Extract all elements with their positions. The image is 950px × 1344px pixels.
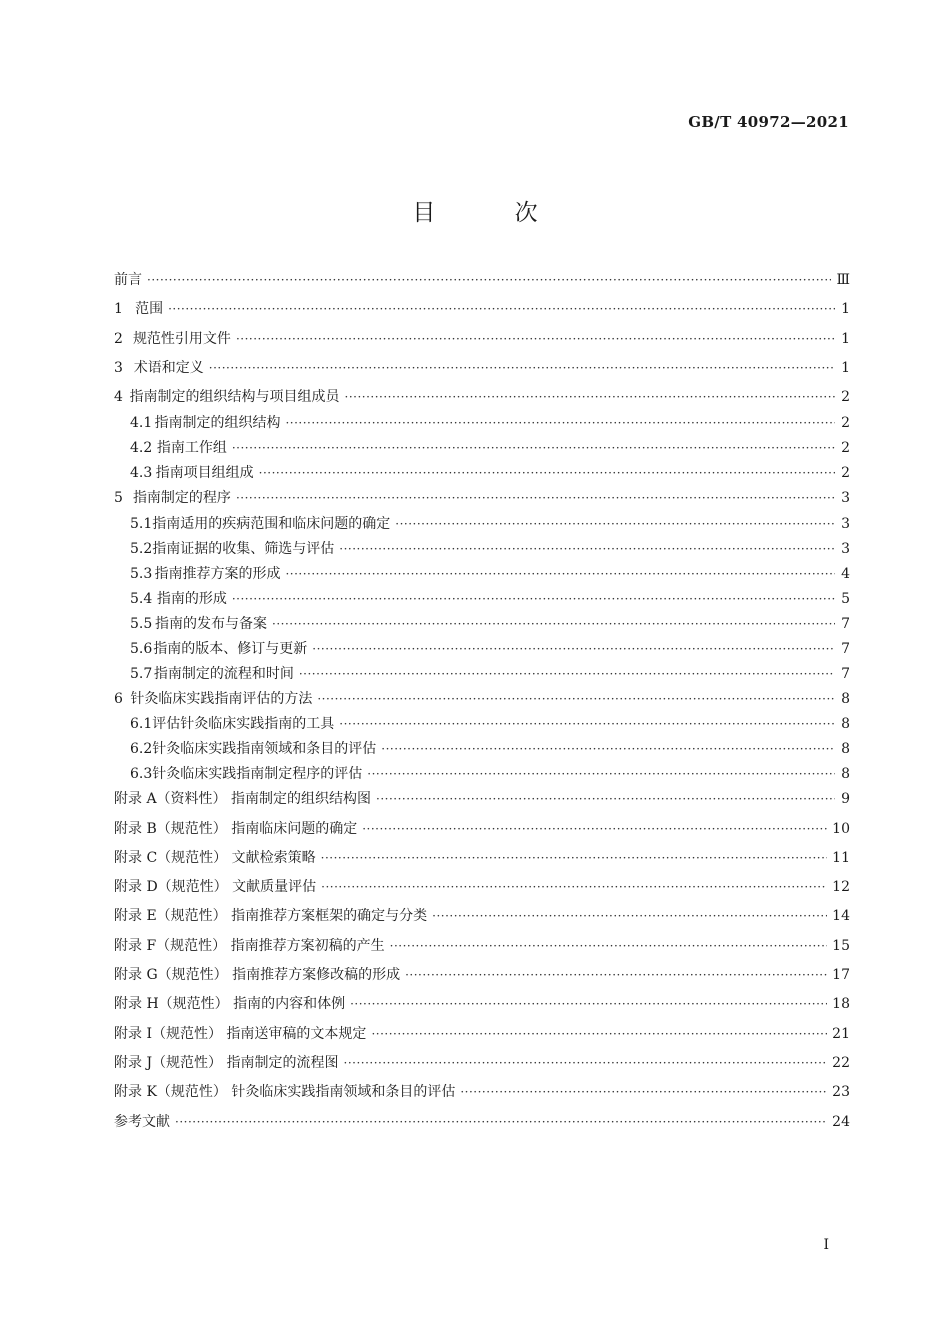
- toc-entry-page: 22: [832, 1054, 850, 1071]
- toc-entry-page: 7: [841, 640, 850, 657]
- toc-dot-leader: [209, 358, 835, 378]
- toc-entry-label: 附录 F（规范性） 指南推荐方案初稿的产生: [114, 937, 385, 954]
- toc-entry[interactable]: [114, 739, 850, 764]
- toc-dot-leader: [232, 589, 835, 609]
- toc-entry-number: 5.2: [130, 540, 153, 557]
- toc-entry[interactable]: [114, 936, 850, 965]
- toc-entry-number: 6.1: [130, 716, 153, 733]
- toc-dot-leader: [259, 463, 835, 483]
- toc-entry-page: 18: [832, 996, 850, 1013]
- toc-dot-leader: [390, 936, 828, 956]
- toc-entry-number: 5.5: [130, 615, 153, 632]
- toc-entry-number: 4.1: [130, 414, 153, 431]
- toc-entry-page: 2: [841, 414, 850, 431]
- toc-entry-page: 17: [832, 967, 850, 984]
- toc-entry[interactable]: [114, 848, 850, 877]
- toc-dot-leader: [345, 387, 836, 407]
- toc-entry-page: 3: [841, 540, 850, 557]
- toc-entry-label: 针灸临床实践指南制定程序的评估: [152, 766, 363, 783]
- toc-entry-label: 附录 E（规范性） 指南推荐方案框架的确定与分类: [114, 908, 428, 925]
- toc-entry-label: 术语和定义: [133, 359, 204, 376]
- toc-entry-number: 5.3: [130, 565, 153, 582]
- toc-entry-page: 11: [832, 849, 850, 866]
- toc-entry[interactable]: [114, 1053, 850, 1082]
- toc-dot-leader: [339, 539, 835, 559]
- toc-entry-number: 5.4: [130, 590, 153, 607]
- toc-entry-page: 10: [832, 820, 850, 837]
- toc-entry[interactable]: [114, 1082, 850, 1111]
- toc-dot-leader: [376, 789, 835, 809]
- toc-dot-leader: [285, 413, 835, 433]
- toc-entry-label: 附录 A（资料性） 指南制定的组织结构图: [114, 791, 372, 808]
- toc-entry-label: 附录 K（规范性） 针灸临床实践指南领域和条目的评估: [114, 1084, 456, 1101]
- toc-entry-page: 2: [841, 439, 850, 456]
- toc-dot-leader: [321, 848, 828, 868]
- toc-entry[interactable]: [114, 413, 850, 438]
- toc-entry-label: 规范性引用文件: [132, 330, 231, 347]
- toc-entry-number: 4: [114, 389, 123, 406]
- toc-entry-page: 1: [841, 301, 850, 318]
- toc-entry-page: 1: [841, 359, 850, 376]
- toc-entry-page: 23: [832, 1084, 850, 1101]
- toc-entry-label: 指南适用的疾病范围和临床问题的确定: [152, 515, 391, 532]
- toc-entry-number: 5.6: [130, 640, 153, 657]
- toc-entry-number: 1: [114, 301, 123, 318]
- toc-entry[interactable]: [114, 358, 850, 387]
- toc-entry-page: 7: [841, 615, 850, 632]
- toc-entry-label: 前言: [114, 272, 142, 288]
- toc-entry-page: 8: [841, 716, 850, 733]
- toc-entry[interactable]: [114, 965, 850, 994]
- toc-entry-label: 附录 B（规范性） 指南临床问题的确定: [114, 820, 358, 837]
- toc-entry[interactable]: [114, 819, 850, 848]
- toc-dot-leader: [312, 639, 835, 659]
- page-title: 目 次: [412, 200, 574, 226]
- toc-entry-label: 参考文献: [114, 1113, 170, 1130]
- toc-entry-label: 指南推荐方案的形成: [154, 565, 281, 582]
- toc-entry-page: 12: [832, 879, 850, 896]
- toc-entry-label: 指南的形成: [156, 590, 227, 607]
- toc-dot-leader: [405, 965, 827, 985]
- toc-dot-leader: [362, 819, 827, 839]
- toc-entry-page: 5: [841, 590, 850, 607]
- toc-entry-number: 6.2: [130, 741, 153, 758]
- standard-number: GB/T 40972—2021: [688, 113, 849, 131]
- toc-dot-leader: [381, 739, 835, 759]
- toc-entry[interactable]: [114, 514, 850, 539]
- toc-dot-leader: [344, 1053, 828, 1073]
- toc-entry-label: 附录 J（规范性） 指南制定的流程图: [114, 1054, 339, 1071]
- toc-dot-leader: [168, 299, 835, 319]
- toc-entry[interactable]: [114, 906, 850, 935]
- toc-entry[interactable]: [114, 689, 850, 715]
- toc-entry-label: 针灸临床实践指南评估的方法: [130, 690, 313, 707]
- toc-dot-leader: [367, 764, 835, 784]
- toc-entry[interactable]: [114, 789, 850, 818]
- toc-entry-page: 21: [832, 1025, 850, 1042]
- toc-entry-page: Ⅲ: [836, 272, 850, 288]
- toc-entry-number: 4.3: [130, 464, 153, 481]
- toc-entry-label: 范围: [135, 301, 164, 318]
- toc-entry-number: 2: [114, 330, 123, 347]
- toc-entry[interactable]: [114, 1112, 850, 1141]
- toc-dot-leader: [232, 438, 835, 458]
- toc-entry-label: 指南工作组: [156, 439, 227, 456]
- toc-entry-label: 指南制定的组织结构: [154, 414, 281, 431]
- toc-entry-number: 6.3: [130, 766, 153, 783]
- toc-dot-leader: [236, 329, 835, 349]
- toc-dot-leader: [317, 689, 835, 709]
- toc-dot-leader: [395, 514, 835, 534]
- toc-entry[interactable]: [114, 639, 850, 664]
- toc-entry-page: 8: [841, 690, 850, 707]
- toc-entry-page: 9: [841, 791, 850, 808]
- toc-dot-leader: [432, 906, 827, 926]
- toc-entry-label: 评估针灸临床实践指南的工具: [152, 716, 335, 733]
- toc-dot-leader: [236, 488, 835, 508]
- toc-entry-number: 5: [114, 489, 123, 506]
- toc-entry[interactable]: [114, 764, 850, 789]
- toc-entry[interactable]: [114, 387, 850, 413]
- toc-dot-leader: [321, 877, 827, 897]
- toc-entry-label: 指南的版本、修订与更新: [153, 640, 308, 657]
- toc-entry-page: 24: [832, 1113, 850, 1130]
- toc-entry[interactable]: [114, 589, 850, 614]
- toc-entry-label: 指南制定的组织结构与项目组成员: [129, 389, 340, 406]
- toc-dot-leader: [350, 994, 827, 1014]
- toc-dot-leader: [285, 564, 835, 584]
- toc-entry-number: 5.7: [130, 665, 153, 682]
- toc-dot-leader: [371, 1024, 827, 1044]
- toc-entry[interactable]: [114, 564, 850, 589]
- toc-entry-label: 指南证据的收集、筛选与评估: [152, 540, 335, 557]
- toc-entry-number: 3: [114, 359, 123, 376]
- toc-entry-label: 附录 I（规范性） 指南送审稿的文本规定: [114, 1025, 367, 1042]
- toc-dot-leader: [460, 1082, 827, 1102]
- toc-entry[interactable]: [114, 714, 850, 739]
- toc-dot-leader: [175, 1112, 827, 1132]
- toc-entry[interactable]: [114, 438, 850, 463]
- toc-entry[interactable]: [114, 877, 850, 906]
- toc-entry-page: 1: [841, 330, 850, 347]
- toc-entry-label: 指南的发布与备案: [155, 615, 268, 632]
- toc-entry-label: 附录 D（规范性） 文献质量评估: [114, 879, 317, 896]
- toc-entry-number: 5.1: [130, 515, 153, 532]
- toc-entry[interactable]: [114, 463, 850, 488]
- toc-entry-page: 2: [841, 389, 850, 406]
- toc-dot-leader: [299, 664, 835, 684]
- toc-entry[interactable]: [114, 299, 850, 328]
- toc-dot-leader: [147, 270, 831, 290]
- toc-entry[interactable]: [114, 664, 850, 689]
- toc-entry[interactable]: [114, 270, 850, 299]
- toc-entry-page: 14: [832, 908, 850, 925]
- toc-entry-page: 8: [841, 741, 850, 758]
- toc-entry[interactable]: [114, 329, 850, 358]
- table-of-contents: [114, 270, 850, 1141]
- toc-entry-label: 指南制定的程序: [132, 489, 231, 506]
- toc-entry-page: 15: [832, 937, 850, 954]
- toc-entry[interactable]: [114, 614, 850, 639]
- toc-entry-page: 7: [841, 665, 850, 682]
- toc-entry-number: 6: [114, 690, 123, 707]
- toc-entry[interactable]: [114, 994, 850, 1023]
- toc-entry-page: 3: [841, 489, 850, 506]
- toc-entry-page: 8: [841, 766, 850, 783]
- toc-entry-label: 指南制定的流程和时间: [153, 665, 294, 682]
- toc-entry-number: 4.2: [130, 439, 153, 456]
- footer-page-number: I: [823, 1237, 829, 1253]
- toc-entry-label: 附录 C（规范性） 文献检索策略: [114, 849, 316, 866]
- toc-entry[interactable]: [114, 488, 850, 514]
- toc-dot-leader: [339, 714, 835, 734]
- toc-entry-label: 针灸临床实践指南领域和条目的评估: [152, 741, 377, 758]
- toc-entry-page: 3: [841, 515, 850, 532]
- toc-entry-page: 4: [841, 565, 850, 582]
- toc-entry-label: 指南项目组组成: [155, 464, 254, 481]
- toc-entry-page: 2: [841, 464, 850, 481]
- toc-entry[interactable]: [114, 539, 850, 564]
- toc-dot-leader: [272, 614, 835, 634]
- toc-entry-label: 附录 G（规范性） 指南推荐方案修改稿的形成: [114, 967, 401, 984]
- toc-entry[interactable]: [114, 1024, 850, 1053]
- toc-entry-label: 附录 H（规范性） 指南的内容和体例: [114, 996, 346, 1013]
